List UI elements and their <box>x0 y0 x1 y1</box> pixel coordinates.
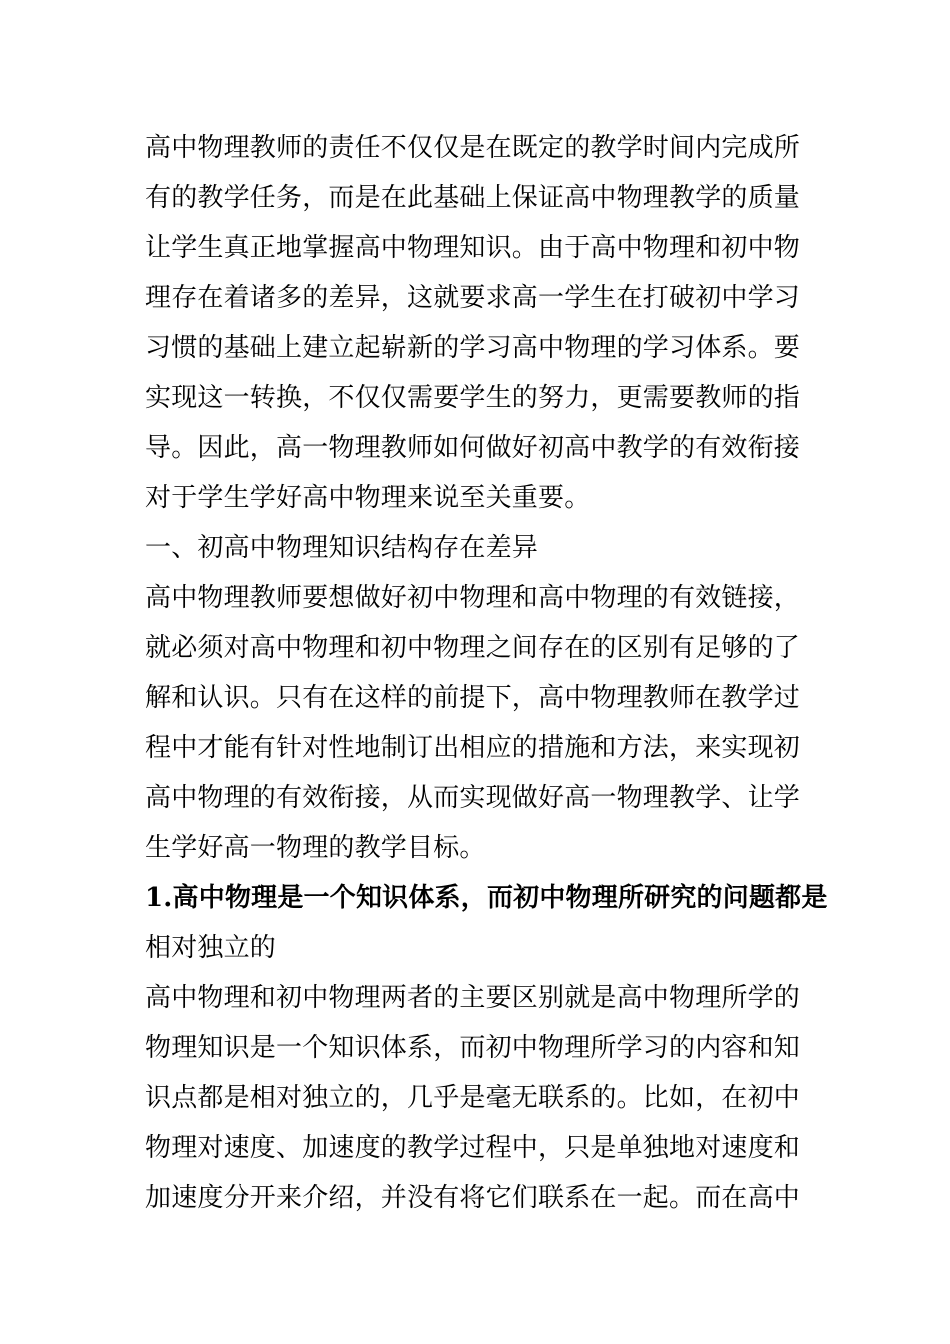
paragraph-line: 程中才能有针对性地制订出相应的措施和方法，来实现初 <box>145 733 801 763</box>
paragraph-line: 导。因此，高一物理教师如何做好初高中教学的有效衔接 <box>145 433 801 463</box>
paragraph-line: 有的教学任务，而是在此基础上保证高中物理教学的质量 <box>145 183 801 213</box>
document-body <box>145 123 828 1223</box>
subsection-heading: 1.高中物理是一个知识体系，而初中物理所研究的问题都是 <box>145 883 828 913</box>
paragraph-line: 就必须对高中物理和初中物理之间存在的区别有足够的了 <box>145 633 801 663</box>
paragraph-line: 让学生真正地掌握高中物理知识。由于高中物理和初中物 <box>145 233 801 263</box>
paragraph-line: 高中物理教师要想做好初中物理和高中物理的有效链接， <box>145 583 801 613</box>
paragraph-line: 加速度分开来介绍，并没有将它们联系在一起。而在高中 <box>145 1183 801 1213</box>
paragraph-line: 解和认识。只有在这样的前提下，高中物理教师在教学过 <box>145 683 801 713</box>
paragraph-line: 实现这一转换，不仅仅需要学生的努力，更需要教师的指 <box>145 383 801 413</box>
paragraph-line: 高中物理和初中物理两者的主要区别就是高中物理所学的 <box>145 983 801 1013</box>
paragraph-line: 高中物理的有效衔接，从而实现做好高一物理教学、让学 <box>145 783 801 813</box>
paragraph-line: 物理对速度、加速度的教学过程中，只是单独地对速度和 <box>145 1133 801 1163</box>
paragraph-line: 物理知识是一个知识体系，而初中物理所学习的内容和知 <box>145 1033 801 1063</box>
paragraph-line: 理存在着诸多的差异，这就要求高一学生在打破初中学习 <box>145 283 801 313</box>
subsection-heading-continued: 相对独立的 <box>145 933 277 963</box>
paragraph-line: 对于学生学好高中物理来说至关重要。 <box>145 483 591 513</box>
paragraph-line: 高中物理教师的责任不仅仅是在既定的教学时间内完成所 <box>145 133 801 163</box>
paragraph-line: 生学好高一物理的教学目标。 <box>145 833 486 863</box>
section-heading: 一、初高中物理知识结构存在差异 <box>145 533 539 563</box>
paragraph-line: 习惯的基础上建立起崭新的学习高中物理的学习体系。要 <box>145 333 801 363</box>
paragraph-line: 识点都是相对独立的，几乎是毫无联系的。比如，在初中 <box>145 1083 801 1113</box>
